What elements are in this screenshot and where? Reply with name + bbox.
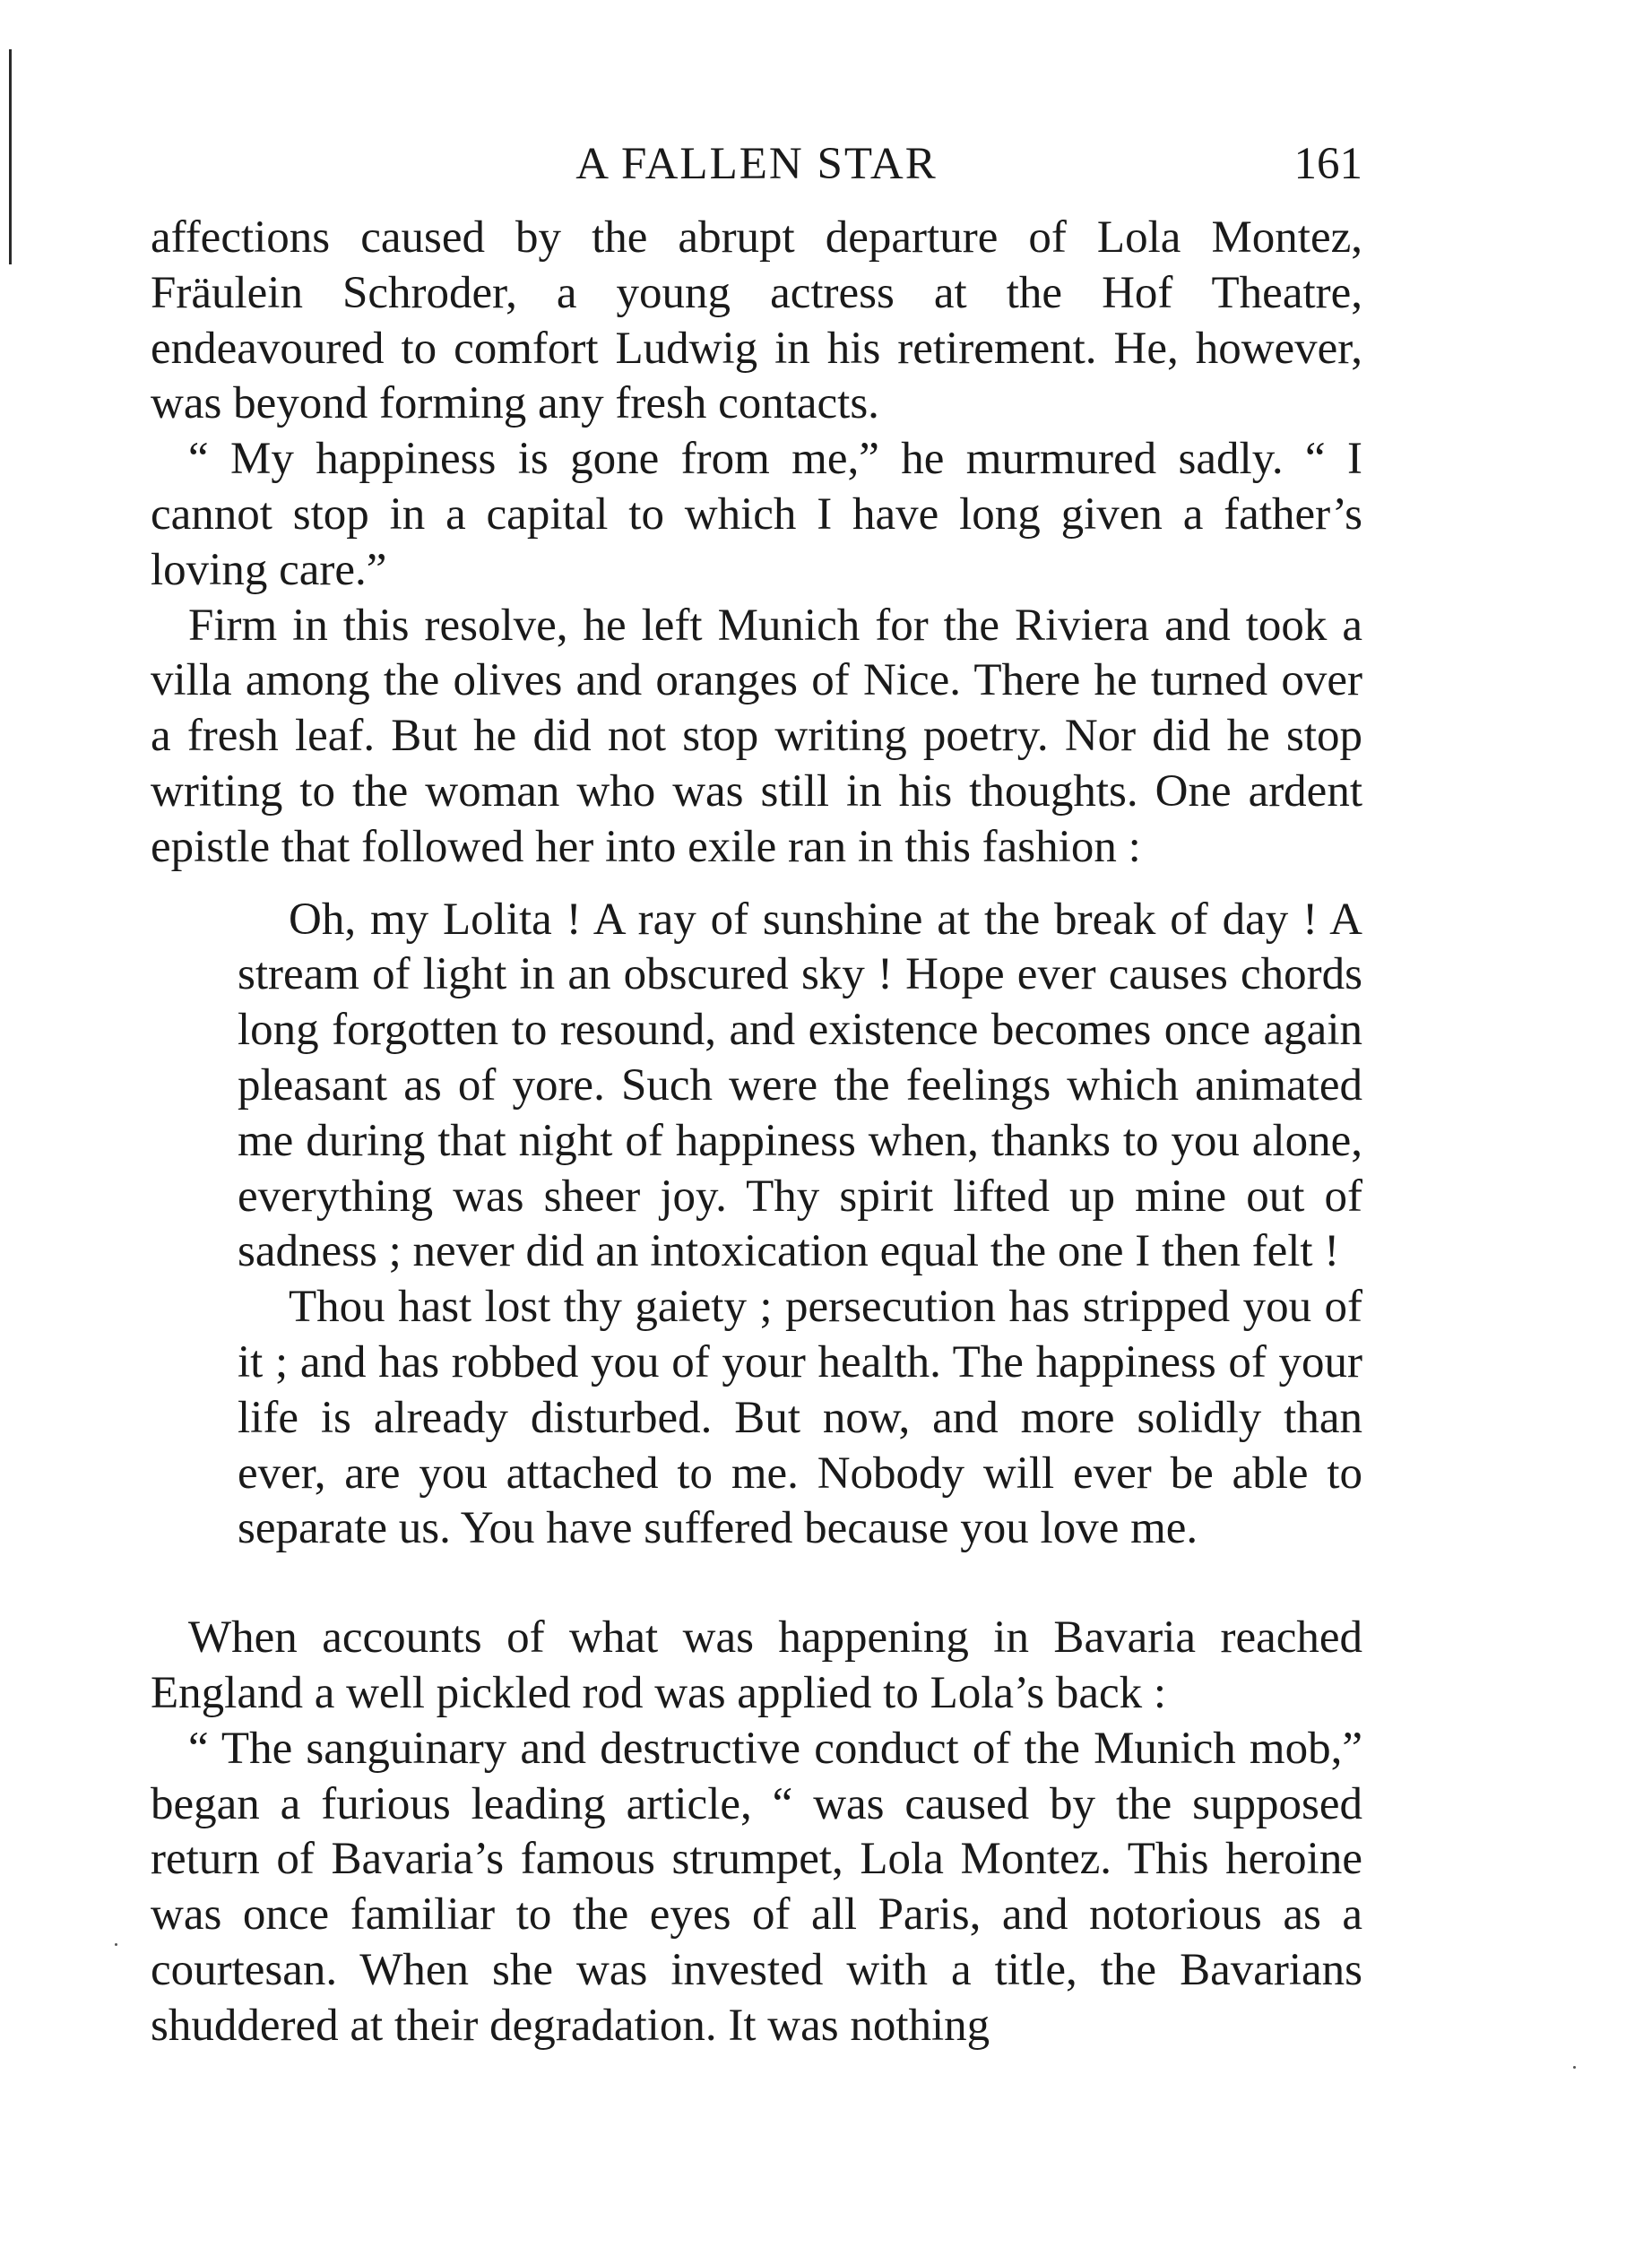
scan-speck <box>115 1943 117 1946</box>
paragraph-3: Firm in this resolve, he left Munich for the Riviera and took a villa among the olives and oranges of Nice. There he turned over a fresh leaf. But he did not stop writing poetry. Nor did he stop writing to the woman who was still in his thoughts. One ardent epistle that followed her into exile ran in this fashion : <box>151 600 1362 872</box>
page-header <box>151 133 1362 195</box>
running-head: A FALLEN STAR <box>575 139 938 189</box>
scan-speck <box>1573 2066 1576 2069</box>
quote-paragraph-1: Oh, my Lolita ! A ray of sunshine at the break of day ! A stream of light in an obscured sky ! Hope ever causes chords long forgotten to resound, and existence becomes once again pleasant as of yore. Such were the feelings which animated me during that night of happiness when, thanks to you alone, everything was sheer joy. Thy spirit lifted up mine out of sadness ; never did an intoxication equal the one I then felt ! <box>238 894 1362 1277</box>
body-text <box>151 211 1362 2054</box>
paragraph-2: “ My happiness is gone from me,” he murmured sadly. “ I cannot stop in a capital to which I have long given a father’s loving care.” <box>151 434 1362 595</box>
letter-quotation <box>238 893 1362 1558</box>
page-number: 161 <box>1293 139 1362 189</box>
paragraph-5: “ The sanguinary and destructive conduct of the Munich mob,” began a furious leading article, “ was caused by the supposed return of Bavaria’s famous strumpet, Lola Montez. This heroine was once familiar to the eyes of all Paris, and notorious as a courtesan. When she was invested with a title, the Bavarians shuddered at their degradation. It was nothing <box>151 1723 1362 2051</box>
paragraph-1: affections caused by the abrupt departure of Lola Montez, Fräulein Schroder, a young actress at the Hof Theatre, endeavoured to comfort Ludwig in his retirement. He, however, was beyond forming any fresh contacts. <box>151 212 1362 429</box>
quote-paragraph-2: Thou hast lost thy gaiety ; persecution has stripped you of it ; and has robbed you of your health. The happiness of your life is already disturbed. But now, and more solidly than ever, are you attached to me. Nobody will ever be able to separate us. You have suffered because you love me. <box>238 1282 1362 1554</box>
scan-edge-mark <box>9 49 12 264</box>
paragraph-4: When accounts of what was happening in Bavaria reached England a well pickled rod was applied to Lola’s back : <box>151 1612 1362 1718</box>
